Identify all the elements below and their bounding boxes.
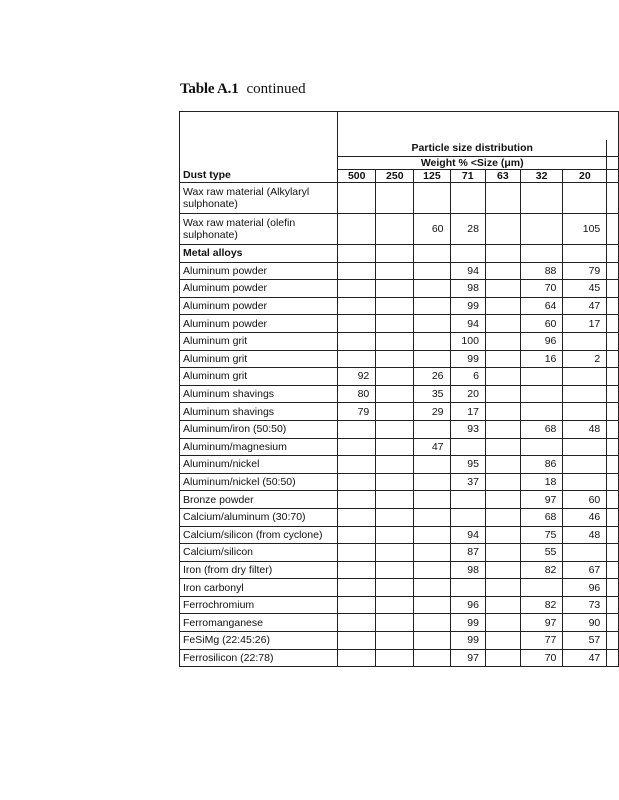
value-cell-500 — [338, 632, 376, 650]
dust-type-cell: Aluminum/nickel — [180, 456, 338, 474]
value-cell-250 — [376, 332, 414, 350]
value-cell-500 — [338, 596, 376, 614]
dust-type-cell: Bronze powder — [180, 491, 338, 509]
dust-type-cell: Aluminum powder — [180, 297, 338, 315]
value-cell-20 — [563, 544, 607, 562]
value-cell-20 — [563, 403, 607, 421]
value-cell-32: 96 — [520, 332, 563, 350]
value-cell-125 — [414, 473, 450, 491]
value-cell-20: 47 — [563, 297, 607, 315]
value-cell-63 — [485, 438, 520, 456]
table-row — [180, 214, 619, 245]
value-cell-71: 87 — [450, 544, 485, 562]
value-cell-500 — [338, 438, 376, 456]
value-cell-20 — [563, 332, 607, 350]
value-cell-edge — [607, 632, 619, 650]
table-row — [180, 526, 619, 544]
value-cell-63 — [485, 420, 520, 438]
value-cell-125 — [414, 561, 450, 579]
dust-type-cell: Aluminum grit — [180, 368, 338, 386]
value-cell-71: 95 — [450, 456, 485, 474]
value-cell-20 — [563, 368, 607, 386]
table-row — [180, 614, 619, 632]
value-cell-250 — [376, 262, 414, 280]
value-cell-125 — [414, 456, 450, 474]
table-row — [180, 350, 619, 368]
value-cell-71: 94 — [450, 262, 485, 280]
value-cell-20: 45 — [563, 280, 607, 298]
value-cell-71: 100 — [450, 332, 485, 350]
value-cell-63 — [485, 544, 520, 562]
value-cell-250 — [376, 491, 414, 509]
value-cell-71: 20 — [450, 385, 485, 403]
value-cell-32: 68 — [520, 508, 563, 526]
value-cell-edge — [607, 315, 619, 333]
value-cell-125: 26 — [414, 368, 450, 386]
value-cell-125 — [414, 526, 450, 544]
value-cell-500 — [338, 491, 376, 509]
value-cell-edge — [607, 456, 619, 474]
table-row — [180, 280, 619, 298]
value-cell-edge — [607, 183, 619, 214]
value-cell-edge — [607, 214, 619, 245]
table-label: Table A.1 — [180, 81, 239, 97]
value-cell-71: 99 — [450, 350, 485, 368]
size-header-63: 63 — [485, 170, 520, 183]
value-cell-71: 17 — [450, 403, 485, 421]
value-cell-32 — [520, 245, 563, 263]
value-cell-500 — [338, 315, 376, 333]
value-cell-63 — [485, 262, 520, 280]
table-row — [180, 385, 619, 403]
dust-type-cell: Iron carbonyl — [180, 579, 338, 597]
value-cell-63 — [485, 579, 520, 597]
section-heading: Metal alloys — [180, 245, 338, 263]
value-cell-250 — [376, 420, 414, 438]
value-cell-63 — [485, 456, 520, 474]
value-cell-edge — [607, 526, 619, 544]
dust-type-cell: Calcium/aluminum (30:70) — [180, 508, 338, 526]
value-cell-edge — [607, 596, 619, 614]
value-cell-32: 70 — [520, 280, 563, 298]
value-cell-edge — [607, 473, 619, 491]
value-cell-71: 98 — [450, 561, 485, 579]
value-cell-125 — [414, 183, 450, 214]
table-row — [180, 632, 619, 650]
value-cell-63 — [485, 491, 520, 509]
value-cell-32: 16 — [520, 350, 563, 368]
value-cell-250 — [376, 385, 414, 403]
value-cell-125 — [414, 315, 450, 333]
value-cell-125 — [414, 579, 450, 597]
table-continued: continued — [246, 81, 306, 97]
value-cell-20 — [563, 183, 607, 214]
size-header-32: 32 — [520, 170, 563, 183]
dust-type-cell: Aluminum shavings — [180, 385, 338, 403]
value-cell-20 — [563, 456, 607, 474]
value-cell-20 — [563, 385, 607, 403]
value-cell-32 — [520, 438, 563, 456]
value-cell-63 — [485, 214, 520, 245]
value-cell-20: 67 — [563, 561, 607, 579]
table-body — [180, 183, 619, 667]
size-header-20: 20 — [563, 170, 607, 183]
value-cell-500 — [338, 473, 376, 491]
value-cell-250 — [376, 403, 414, 421]
value-cell-250 — [376, 526, 414, 544]
value-cell-32: 55 — [520, 544, 563, 562]
dust-type-cell: Calcium/silicon (from cyclone) — [180, 526, 338, 544]
dust-type-cell: Calcium/silicon — [180, 544, 338, 562]
header-blank-2 — [180, 140, 338, 157]
dust-type-cell: Aluminum/magnesium — [180, 438, 338, 456]
value-cell-71 — [450, 491, 485, 509]
value-cell-63 — [485, 526, 520, 544]
value-cell-500 — [338, 614, 376, 632]
value-cell-71: 96 — [450, 596, 485, 614]
value-cell-250 — [376, 596, 414, 614]
value-cell-32: 64 — [520, 297, 563, 315]
value-cell-125 — [414, 280, 450, 298]
table-row — [180, 508, 619, 526]
value-cell-edge — [607, 332, 619, 350]
value-cell-20: 96 — [563, 579, 607, 597]
value-cell-20: 79 — [563, 262, 607, 280]
table-row — [180, 420, 619, 438]
value-cell-edge — [607, 350, 619, 368]
value-cell-32 — [520, 579, 563, 597]
value-cell-63 — [485, 632, 520, 650]
value-cell-63 — [485, 561, 520, 579]
value-cell-125 — [414, 245, 450, 263]
value-cell-32: 60 — [520, 315, 563, 333]
table-row — [180, 332, 619, 350]
dust-type-cell: Aluminum powder — [180, 315, 338, 333]
value-cell-125: 35 — [414, 385, 450, 403]
value-cell-20: 105 — [563, 214, 607, 245]
value-cell-edge — [607, 297, 619, 315]
value-cell-71: 37 — [450, 473, 485, 491]
value-cell-20: 46 — [563, 508, 607, 526]
value-cell-250 — [376, 350, 414, 368]
value-cell-250 — [376, 579, 414, 597]
value-cell-32: 18 — [520, 473, 563, 491]
value-cell-125 — [414, 596, 450, 614]
value-cell-32: 68 — [520, 420, 563, 438]
value-cell-71 — [450, 245, 485, 263]
value-cell-71: 98 — [450, 280, 485, 298]
table-row — [180, 473, 619, 491]
value-cell-71: 94 — [450, 315, 485, 333]
value-cell-71: 6 — [450, 368, 485, 386]
weight-size-header: Weight % <Size (μm) — [338, 157, 607, 170]
value-cell-edge — [607, 385, 619, 403]
value-cell-20: 2 — [563, 350, 607, 368]
value-cell-63 — [485, 473, 520, 491]
value-cell-63 — [485, 403, 520, 421]
value-cell-32 — [520, 385, 563, 403]
value-cell-edge — [607, 403, 619, 421]
size-header-125: 125 — [414, 170, 450, 183]
value-cell-125 — [414, 649, 450, 667]
table-row — [180, 403, 619, 421]
value-cell-edge — [607, 649, 619, 667]
value-cell-71: 99 — [450, 297, 485, 315]
value-cell-250 — [376, 632, 414, 650]
value-cell-500 — [338, 544, 376, 562]
value-cell-250 — [376, 214, 414, 245]
value-cell-63 — [485, 350, 520, 368]
value-cell-32: 82 — [520, 561, 563, 579]
value-cell-250 — [376, 315, 414, 333]
value-cell-125 — [414, 508, 450, 526]
value-cell-500 — [338, 214, 376, 245]
value-cell-63 — [485, 332, 520, 350]
value-cell-32: 97 — [520, 614, 563, 632]
value-cell-edge — [607, 508, 619, 526]
value-cell-500 — [338, 456, 376, 474]
dust-type-cell: Wax raw material (Alkylaryl sulphonate) — [180, 183, 338, 214]
value-cell-63 — [485, 385, 520, 403]
value-cell-500 — [338, 245, 376, 263]
header-blank — [180, 112, 338, 141]
value-cell-500: 80 — [338, 385, 376, 403]
value-cell-32 — [520, 183, 563, 214]
table-row — [180, 368, 619, 386]
value-cell-71 — [450, 579, 485, 597]
value-cell-250 — [376, 456, 414, 474]
table-row — [180, 579, 619, 597]
value-cell-125: 60 — [414, 214, 450, 245]
header-edge — [607, 140, 619, 157]
size-header-71: 71 — [450, 170, 485, 183]
value-cell-250 — [376, 508, 414, 526]
value-cell-500 — [338, 561, 376, 579]
header-blank-3 — [180, 157, 338, 170]
value-cell-20: 57 — [563, 632, 607, 650]
dust-type-cell: Aluminum/iron (50:50) — [180, 420, 338, 438]
dust-type-cell: Ferromanganese — [180, 614, 338, 632]
table-caption — [180, 80, 306, 98]
value-cell-edge — [607, 491, 619, 509]
dust-type-cell: Aluminum powder — [180, 262, 338, 280]
section-row — [180, 245, 619, 263]
value-cell-20 — [563, 438, 607, 456]
value-cell-125 — [414, 632, 450, 650]
dust-type-cell: Aluminum shavings — [180, 403, 338, 421]
value-cell-125 — [414, 332, 450, 350]
table-row — [180, 596, 619, 614]
value-cell-250 — [376, 614, 414, 632]
dust-type-cell: Wax raw material (olefin sulphonate) — [180, 214, 338, 245]
value-cell-32: 75 — [520, 526, 563, 544]
value-cell-250 — [376, 544, 414, 562]
value-cell-250 — [376, 438, 414, 456]
value-cell-71: 93 — [450, 420, 485, 438]
size-header-500: 500 — [338, 170, 376, 183]
table-row — [180, 456, 619, 474]
value-cell-125 — [414, 420, 450, 438]
value-cell-32 — [520, 368, 563, 386]
value-cell-250 — [376, 368, 414, 386]
value-cell-63 — [485, 280, 520, 298]
value-cell-32: 86 — [520, 456, 563, 474]
value-cell-edge — [607, 368, 619, 386]
value-cell-250 — [376, 561, 414, 579]
value-cell-71: 99 — [450, 614, 485, 632]
value-cell-250 — [376, 297, 414, 315]
value-cell-63 — [485, 183, 520, 214]
value-cell-20: 48 — [563, 420, 607, 438]
table-row — [180, 561, 619, 579]
table-row — [180, 438, 619, 456]
value-cell-125: 47 — [414, 438, 450, 456]
value-cell-500 — [338, 183, 376, 214]
value-cell-500 — [338, 526, 376, 544]
value-cell-250 — [376, 473, 414, 491]
value-cell-125 — [414, 262, 450, 280]
value-cell-250 — [376, 183, 414, 214]
particle-size-header: Particle size distribution — [338, 140, 607, 157]
value-cell-63 — [485, 649, 520, 667]
value-cell-500 — [338, 579, 376, 597]
value-cell-63 — [485, 297, 520, 315]
value-cell-edge — [607, 420, 619, 438]
size-header-edge — [607, 170, 619, 183]
value-cell-500 — [338, 649, 376, 667]
value-cell-edge — [607, 561, 619, 579]
value-cell-250 — [376, 280, 414, 298]
value-cell-125 — [414, 614, 450, 632]
value-cell-32: 77 — [520, 632, 563, 650]
value-cell-edge — [607, 262, 619, 280]
value-cell-20: 90 — [563, 614, 607, 632]
value-cell-63 — [485, 368, 520, 386]
value-cell-63 — [485, 508, 520, 526]
value-cell-edge — [607, 438, 619, 456]
value-cell-500 — [338, 420, 376, 438]
table-row — [180, 262, 619, 280]
value-cell-edge — [607, 544, 619, 562]
dust-type-cell: Aluminum grit — [180, 350, 338, 368]
table-row — [180, 491, 619, 509]
table-row — [180, 649, 619, 667]
value-cell-32 — [520, 214, 563, 245]
value-cell-250 — [376, 649, 414, 667]
value-cell-32: 82 — [520, 596, 563, 614]
value-cell-125: 29 — [414, 403, 450, 421]
dust-type-cell: Aluminum/nickel (50:50) — [180, 473, 338, 491]
value-cell-20 — [563, 245, 607, 263]
value-cell-71: 97 — [450, 649, 485, 667]
dust-type-header: Dust type — [180, 170, 338, 183]
particle-size-table — [179, 111, 619, 667]
dust-type-cell: Ferrosilicon (22:78) — [180, 649, 338, 667]
value-cell-20 — [563, 473, 607, 491]
value-cell-20: 60 — [563, 491, 607, 509]
value-cell-71 — [450, 438, 485, 456]
value-cell-71: 28 — [450, 214, 485, 245]
value-cell-71: 99 — [450, 632, 485, 650]
value-cell-63 — [485, 596, 520, 614]
value-cell-63 — [485, 315, 520, 333]
value-cell-125 — [414, 350, 450, 368]
table-row — [180, 183, 619, 214]
value-cell-63 — [485, 245, 520, 263]
value-cell-500: 79 — [338, 403, 376, 421]
value-cell-71 — [450, 508, 485, 526]
value-cell-20: 48 — [563, 526, 607, 544]
value-cell-500 — [338, 508, 376, 526]
value-cell-32: 97 — [520, 491, 563, 509]
value-cell-500 — [338, 297, 376, 315]
table-row — [180, 544, 619, 562]
table-row — [180, 315, 619, 333]
value-cell-20: 47 — [563, 649, 607, 667]
value-cell-125 — [414, 297, 450, 315]
value-cell-71: 94 — [450, 526, 485, 544]
header-group-blank — [338, 112, 619, 141]
value-cell-32: 88 — [520, 262, 563, 280]
value-cell-500 — [338, 262, 376, 280]
dust-type-cell: Aluminum powder — [180, 280, 338, 298]
dust-type-cell: FeSiMg (22:45:26) — [180, 632, 338, 650]
header-edge-2 — [607, 157, 619, 170]
value-cell-125 — [414, 491, 450, 509]
value-cell-edge — [607, 245, 619, 263]
value-cell-500 — [338, 332, 376, 350]
value-cell-20: 17 — [563, 315, 607, 333]
value-cell-edge — [607, 280, 619, 298]
value-cell-250 — [376, 245, 414, 263]
size-header-250: 250 — [376, 170, 414, 183]
value-cell-edge — [607, 579, 619, 597]
value-cell-32: 70 — [520, 649, 563, 667]
value-cell-63 — [485, 614, 520, 632]
value-cell-125 — [414, 544, 450, 562]
value-cell-71 — [450, 183, 485, 214]
value-cell-500 — [338, 350, 376, 368]
table-row — [180, 297, 619, 315]
value-cell-edge — [607, 614, 619, 632]
dust-type-cell: Aluminum grit — [180, 332, 338, 350]
dust-type-cell: Ferrochromium — [180, 596, 338, 614]
value-cell-32 — [520, 403, 563, 421]
value-cell-500 — [338, 280, 376, 298]
value-cell-500: 92 — [338, 368, 376, 386]
dust-type-cell: Iron (from dry filter) — [180, 561, 338, 579]
value-cell-20: 73 — [563, 596, 607, 614]
